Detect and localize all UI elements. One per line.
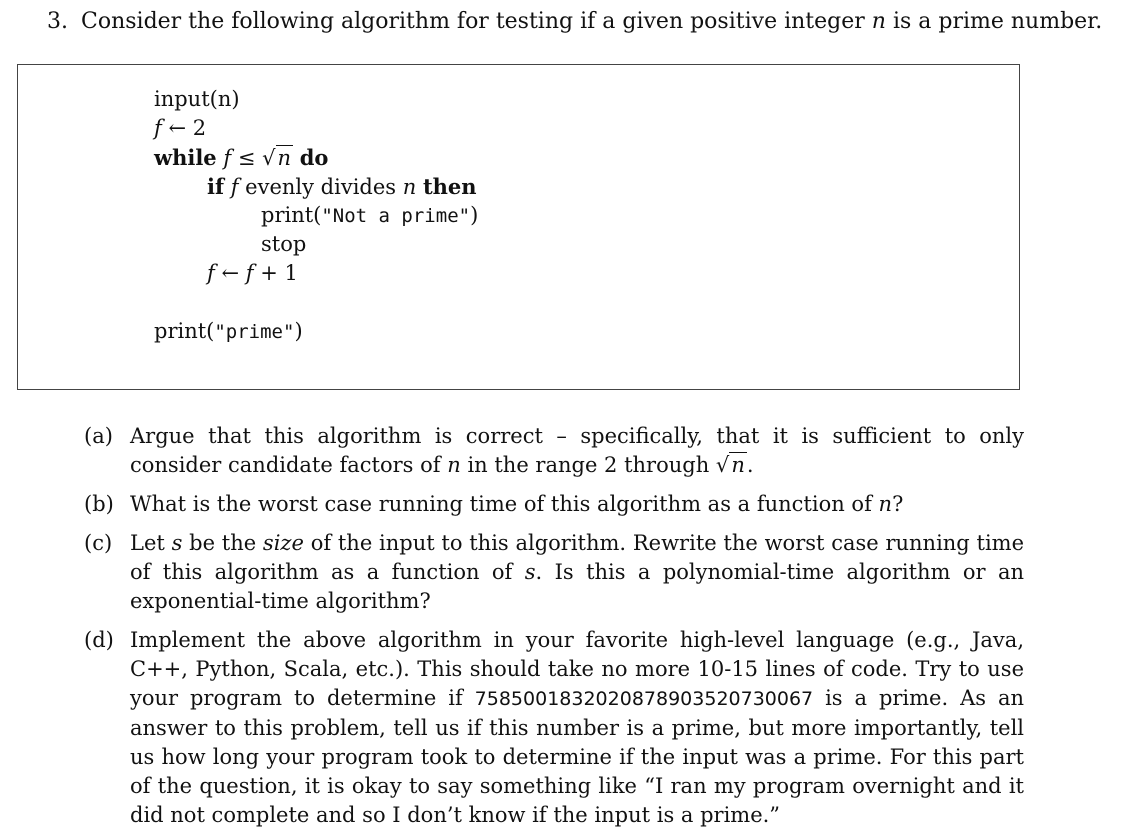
- part-c-t1: Let: [130, 531, 165, 555]
- question-number: 3.: [47, 9, 68, 34]
- algo-print-prime-line: [154, 319, 303, 343]
- part-c-t3: of the input to this algorithm. Rewrite the worst case running time of this algorithm as a function of: [130, 531, 1024, 584]
- part-a-text1: Argue that this algorithm is correct – specifically, that it is sufficient to only consider candidate factors of: [130, 424, 1024, 477]
- part-c-size: size: [262, 531, 304, 555]
- part-d-t2: is a prime. As an answer to this problem, tell us if this number is a prime, but more importantly, tell us how long your program took to determine if the input was a prime. For this part of the question, it is okay to say something like “I ran my program overnight and it did not complete and so I don’t know if the input is a prime.”: [130, 686, 1024, 827]
- algo-inc-f2: f: [245, 261, 254, 285]
- algo-inc-line: [207, 261, 298, 285]
- part-a-n: n: [447, 453, 461, 477]
- algo-stop: stop: [261, 232, 307, 256]
- part-c-t2: be the: [189, 531, 257, 555]
- algo-do-kw: do: [299, 145, 329, 170]
- part-a-sqrt-n: n: [731, 453, 745, 477]
- algo-then-kw: then: [422, 174, 477, 199]
- algo-print-prime-str: "prime": [214, 321, 295, 343]
- question-header: [47, 9, 1102, 34]
- part-a-text2: in the range 2 through: [467, 453, 710, 477]
- algo-print-prime-close: ): [294, 319, 303, 343]
- part-c-s1: s: [171, 531, 183, 555]
- part-b-label: (b): [84, 492, 114, 516]
- part-b: [84, 490, 1024, 519]
- question-parts: [84, 422, 1024, 840]
- algo-sqrt-sym: √: [262, 146, 276, 170]
- algo-print-not-open: print(: [261, 203, 322, 227]
- algo-inc-arrow: ←: [221, 261, 240, 285]
- part-a-label: (a): [84, 424, 113, 448]
- algo-init-rest: ← 2: [168, 116, 207, 140]
- algo-inc-f1: f: [207, 261, 215, 285]
- algorithm-box: [17, 64, 1020, 390]
- algo-print-not-close: ): [470, 203, 479, 227]
- algo-while-le: ≤: [237, 146, 256, 170]
- part-c-label: (c): [84, 531, 113, 555]
- part-c: [84, 529, 1024, 616]
- question-text-1: Consider the following algorithm for testing if a given positive integer: [81, 9, 865, 34]
- algo-sqrt-n: n: [277, 146, 292, 170]
- question-text-2: is a prime number.: [892, 9, 1103, 34]
- part-d: [84, 626, 1024, 830]
- algo-print-not-str: "Not a prime": [321, 205, 471, 227]
- algo-sqrt: [262, 146, 293, 170]
- part-d-t1: Implement the above algorithm in your favorite high-level language (e.g., Java, C++, Python, Scala, etc.). This should take no more 10-15 lines of code. Try to use your program to determine if: [130, 628, 1024, 710]
- part-c-s2: s: [524, 560, 536, 584]
- algo-while-line: [154, 145, 328, 170]
- algo-while-f: f: [223, 146, 232, 170]
- part-a: [84, 422, 1024, 480]
- algo-inc-rest: + 1: [260, 261, 298, 285]
- algo-print-not-line: [261, 203, 478, 227]
- algo-stop-line: [261, 232, 306, 256]
- part-a-sqrt-sym: √: [715, 453, 730, 477]
- algo-if-mid: evenly divides: [245, 175, 397, 199]
- algo-if-line: [207, 174, 477, 199]
- part-b-end: ?: [892, 492, 904, 516]
- algo-input-text: input(n): [154, 87, 240, 111]
- algo-while-kw: while: [154, 145, 217, 170]
- part-b-text: What is the worst case running time of this algorithm as a function of: [130, 492, 872, 516]
- part-c-t4: . Is this a polynomial-time algorithm or an exponential-time algorithm?: [130, 560, 1024, 613]
- algo-init-f: f: [154, 116, 162, 140]
- algo-if-n: n: [402, 175, 417, 199]
- part-d-number: 7585001832020878903520730067: [474, 688, 814, 710]
- algo-input-line: [154, 87, 240, 111]
- part-b-n: n: [878, 492, 893, 516]
- algo-print-prime-open: print(: [154, 319, 215, 343]
- part-a-sqrt: [716, 451, 747, 480]
- algo-if-kw: if: [207, 174, 225, 199]
- algo-init-line: [154, 116, 206, 140]
- question-var-n: n: [871, 9, 886, 34]
- part-d-label: (d): [84, 628, 114, 652]
- algo-if-f: f: [230, 175, 239, 199]
- part-a-end: .: [746, 453, 754, 477]
